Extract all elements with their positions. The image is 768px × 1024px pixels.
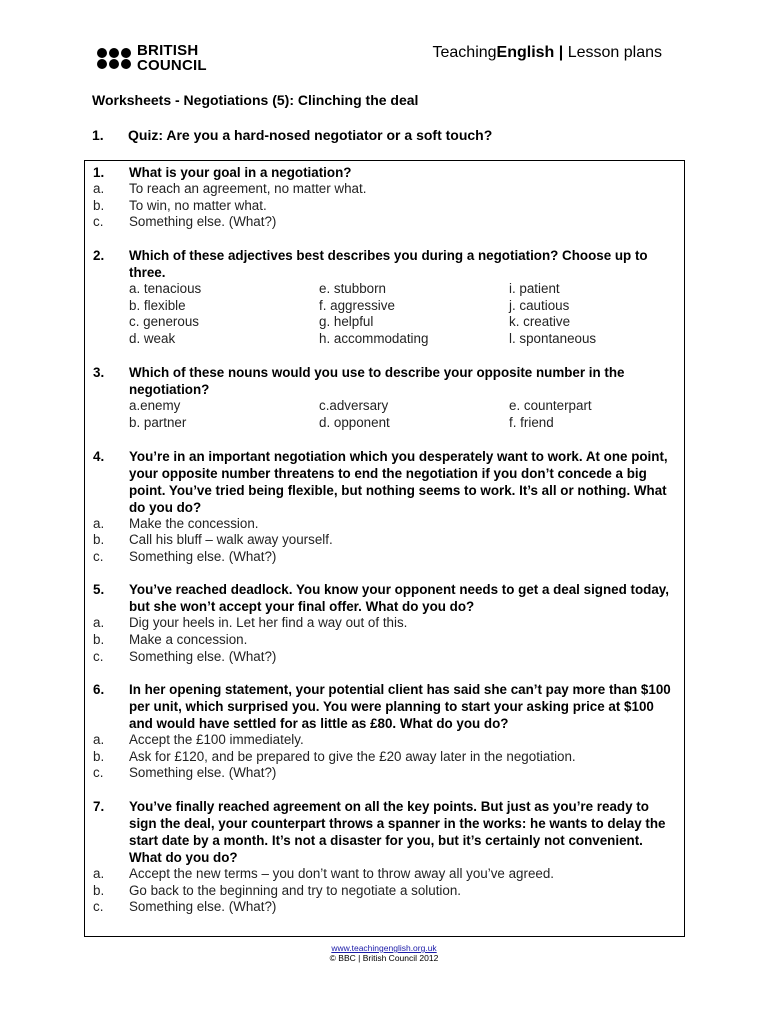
choice-item: b. partner: [129, 414, 187, 430]
quiz-title: Quiz: Are you a hard-nosed negotiator or a soft touch?: [128, 127, 493, 143]
choice-item: e. counterpart: [509, 397, 592, 413]
question-2: [93, 247, 676, 348]
question-6: [93, 681, 676, 782]
option-letter: b.: [93, 197, 105, 213]
logo-dots-icon: [97, 48, 131, 69]
brand-bold: English: [496, 44, 555, 61]
option: [93, 899, 676, 916]
option-letter: c.: [93, 548, 104, 564]
option: [93, 549, 676, 566]
option-letter: a.: [93, 732, 105, 748]
question-7: [93, 798, 676, 916]
question-4: [93, 448, 676, 566]
question-heading: [93, 164, 676, 181]
question-number: 7.: [93, 798, 105, 814]
logo-wordmark: [137, 43, 207, 73]
question-text: What is your goal in a negotiation?: [129, 165, 352, 180]
choice-item: h. accommodating: [319, 331, 429, 347]
option-text: Go back to the beginning and try to negotiate a solution.: [129, 882, 462, 898]
choice-grid: [129, 398, 676, 432]
choice-item: d. weak: [129, 331, 176, 347]
footer-copyright: © BBC | British Council 2012: [329, 953, 439, 963]
choice-item: l. spontaneous: [509, 331, 597, 347]
choice-item: c.adversary: [319, 397, 389, 413]
choice-item: j. cautious: [509, 297, 570, 313]
option: [93, 198, 676, 215]
british-council-logo: [97, 43, 207, 73]
option-text: Accept the £100 immediately.: [129, 732, 304, 748]
option-letter: a.: [93, 181, 105, 196]
option: [93, 732, 676, 749]
question-number: 3.: [93, 364, 105, 380]
option-text: Call his bluff – walk away yourself.: [129, 532, 333, 548]
quiz-heading: [92, 127, 492, 143]
question-text: Which of these nouns would you use to describe your opposite number in the negotiation?: [129, 364, 625, 397]
option-text: Ask for £120, and be prepared to give the £20 away later in the negotiation.: [129, 748, 576, 764]
question-text: In her opening statement, your potential client has said she can’t pay more than $100 per unit, which surprised you. You were planning to start your asking price at $100 and would have settled for as little as £80. What do you do?: [129, 682, 671, 732]
option-letter: c.: [93, 214, 104, 230]
choice-item: a.enemy: [129, 397, 181, 413]
option-letter: c.: [93, 899, 104, 915]
option: [93, 649, 676, 666]
choice-item: i. patient: [509, 280, 560, 296]
option-text: Something else. (What?): [129, 548, 277, 564]
option-text: Something else. (What?): [129, 214, 277, 230]
option-text: Something else. (What?): [129, 648, 277, 664]
question-text: Which of these adjectives best describes you during a negotiation? Choose up to three.: [129, 247, 648, 280]
option: [93, 516, 676, 533]
footer-link[interactable]: www.teachingenglish.org.uk: [331, 943, 437, 953]
question-heading: [93, 581, 676, 615]
option-text: Something else. (What?): [129, 899, 277, 915]
brand-plain: Teaching: [432, 44, 497, 61]
question-number: 1.: [93, 165, 105, 180]
option: [93, 615, 676, 632]
question-text: You’ve reached deadlock. You know your opponent needs to get a deal signed today, but she won’t accept your final offer. What do you do?: [129, 582, 669, 615]
worksheet-title: Worksheets - Negotiations (5): Clinching the deal: [92, 92, 419, 108]
option-letter: c.: [93, 765, 104, 781]
choice-item: c. generous: [129, 314, 199, 330]
option-letter: a.: [93, 865, 105, 881]
choice-item: d. opponent: [319, 414, 390, 430]
quiz-box: [84, 160, 685, 937]
choice-item: a. tenacious: [129, 280, 202, 296]
option-text: Accept the new terms – you don’t want to throw away all you’ve agreed.: [129, 865, 555, 881]
option-letter: b.: [93, 631, 105, 647]
question-5: [93, 581, 676, 665]
logo-line-2: COUNCIL: [137, 57, 207, 74]
quiz-number: 1.: [92, 127, 104, 143]
question-heading: [93, 448, 676, 516]
option-letter: a.: [93, 615, 105, 631]
question-text: You’re in an important negotiation which you desperately want to work. At one point, your opposite number threatens to end the negotiation if you don’t concede a big point. You’ve tried being flexible, but nothing seems to work. It’s all or nothing. What do you do?: [129, 448, 668, 515]
option: [93, 632, 676, 649]
choice-grid: [129, 281, 676, 348]
option: [93, 765, 676, 782]
question-heading: [93, 247, 676, 281]
choice-item: f. aggressive: [319, 297, 395, 313]
question-number: 2.: [93, 247, 105, 263]
option-letter: b.: [93, 882, 105, 898]
question-text: You’ve finally reached agreement on all the key points. But just as you’re ready to sign the deal, your counterpart throws a spanner in the works: he wants to delay the start date by a month. It’s not a disaster for you, but it’s certainly not convenient. What do you do?: [129, 798, 666, 865]
choice-item: f. friend: [509, 414, 554, 430]
choice-item: b. flexible: [129, 297, 186, 313]
header-brand: [433, 44, 663, 62]
question-heading: [93, 798, 676, 866]
option: [93, 181, 676, 198]
question-3: [93, 364, 676, 432]
brand-separator: |: [554, 44, 568, 61]
option: [93, 749, 676, 766]
option: [93, 214, 676, 231]
option-text: Make a concession.: [129, 631, 248, 647]
question-number: 6.: [93, 682, 105, 698]
footer: [0, 943, 768, 963]
logo-line-1: BRITISH: [137, 42, 199, 59]
question-1: [93, 164, 676, 231]
option-letter: a.: [93, 515, 105, 531]
question-heading: [93, 364, 676, 398]
option-letter: b.: [93, 532, 105, 548]
option: [93, 532, 676, 549]
choice-item: e. stubborn: [319, 280, 386, 296]
choice-item: g. helpful: [319, 314, 374, 330]
option-letter: b.: [93, 748, 105, 764]
option-text: To reach an agreement, no matter what.: [129, 181, 367, 196]
choice-item: k. creative: [509, 314, 571, 330]
question-number: 5.: [93, 582, 105, 598]
option-text: To win, no matter what.: [129, 197, 267, 213]
option-text: Something else. (What?): [129, 765, 277, 781]
option: [93, 866, 676, 883]
question-number: 4.: [93, 448, 105, 464]
option-text: Dig your heels in. Let her find a way out of this.: [129, 615, 408, 631]
option-text: Make the concession.: [129, 515, 259, 531]
option-letter: c.: [93, 648, 104, 664]
option: [93, 883, 676, 900]
question-heading: [93, 681, 676, 732]
brand-section: Lesson plans: [567, 44, 662, 61]
